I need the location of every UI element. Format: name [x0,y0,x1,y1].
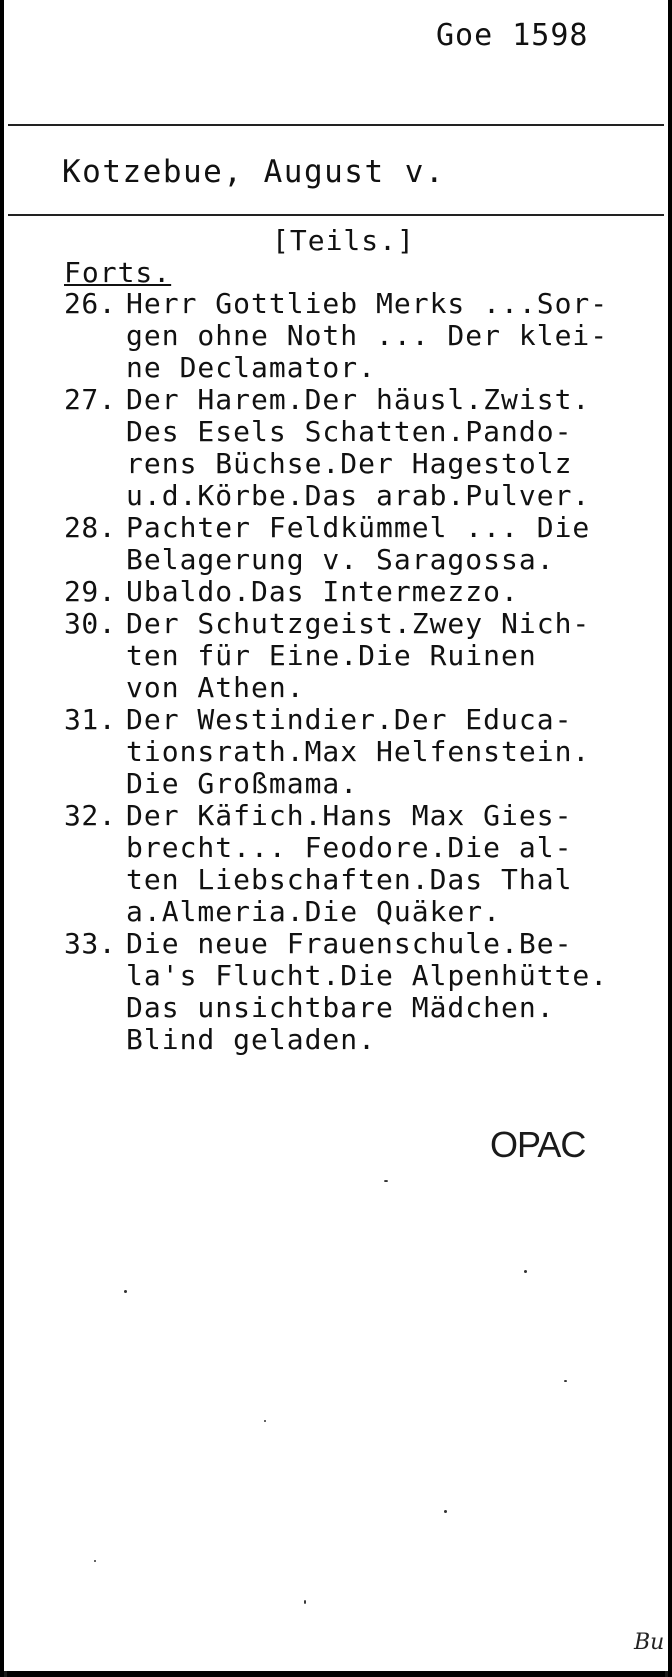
entry-line: Der Schutzgeist.Zwey Nich- [126,607,591,640]
entry-line: la's Flucht.Die Alpenhütte. [126,959,609,992]
entry-line: Das unsichtbare Mädchen. [126,991,555,1024]
scan-speck [564,1380,567,1382]
catalog-card [4,0,668,1671]
entry-number: 31. [64,703,117,736]
scan-speck [304,1600,306,1604]
entry-line: Der Käfich.Hans Max Gies- [126,799,573,832]
entry-line: Der Westindier.Der Educa- [126,703,573,736]
opac-stamp: OPAC [490,1124,586,1165]
scan-speck [94,1560,96,1562]
scan-speck [124,1290,127,1293]
entry-line: Der Harem.Der häusl.Zwist. [126,383,591,416]
entry-line: Die neue Frauenschule.Be- [126,927,573,960]
entry-number: 27. [64,383,117,416]
entry-line: von Athen. [126,671,305,704]
entry-line: ne Declamator. [126,351,377,384]
entry-line: a.Almeria.Die Quäker. [126,895,502,928]
entry-line: Belagerung v. Saragossa. [126,543,555,576]
entry-33 [64,928,664,1056]
entry-line: rens Büchse.Der Hagestolz [126,447,573,480]
divider-top [8,124,664,126]
entry-line: tionsrath.Max Helfenstein. [126,735,591,768]
entry-number: 32. [64,799,117,832]
entry-number: 29. [64,575,117,608]
entry-number: 28. [64,511,117,544]
scan-speck [384,1180,388,1182]
entry-31 [64,704,664,800]
entry-line: Des Esels Schatten.Pando- [126,415,573,448]
entry-line: Blind geladen. [126,1023,377,1056]
entry-line: brecht... Feodore.Die al- [126,831,573,864]
author-heading: Kotzebue, August v. [62,154,446,190]
entry-30 [64,608,664,704]
forts-label: Forts. [64,256,172,289]
entry-number: 26. [64,287,117,320]
entry-number: 33. [64,927,117,960]
entry-29 [64,576,664,608]
divider-middle [8,214,664,216]
entry-line: ten Liebschaften.Das Thal [126,863,573,896]
entry-26 [64,288,664,384]
call-number: Goe 1598 [436,18,589,53]
scan-speck [264,1420,266,1422]
entry-line: Ubaldo.Das Intermezzo. [126,575,519,608]
scan-speck [524,1270,527,1273]
entry-line: Herr Gottlieb Merks ...Sor- [126,287,609,320]
entry-line: gen ohne Noth ... Der klei- [126,319,609,352]
entry-line: ten für Eine.Die Ruinen [126,639,537,672]
entry-28 [64,512,664,576]
entry-number: 30. [64,607,117,640]
entry-27 [64,384,664,512]
subtitle-teils: [Teils.] [272,224,415,257]
scan-speck [444,1510,447,1513]
entry-line: Pachter Feldkümmel ... Die [126,511,591,544]
handwritten-initials: Bu [634,1630,665,1655]
contents-list [64,288,664,1056]
entry-line: u.d.Körbe.Das arab.Pulver. [126,479,591,512]
entry-line: Die Großmama. [126,767,359,800]
entry-32 [64,800,664,928]
